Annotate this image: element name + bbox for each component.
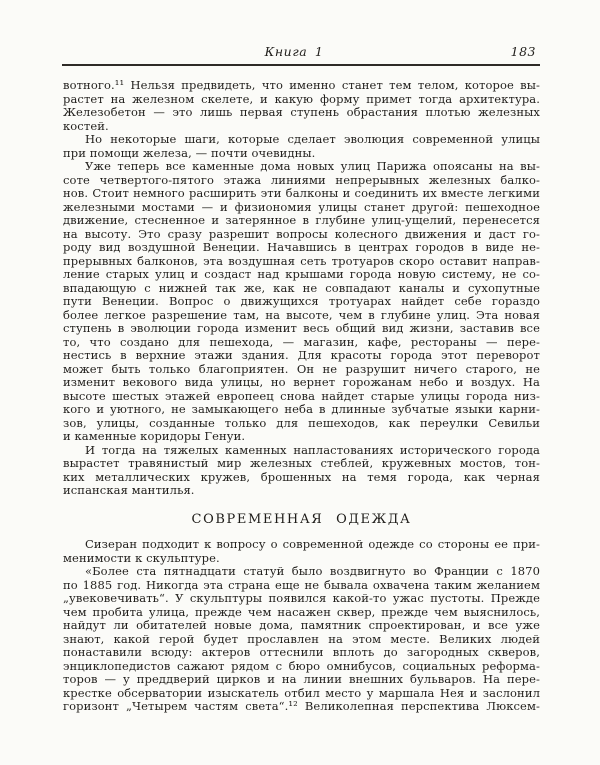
text-line: ких металлических кружев, брошенных на темя города, как черная xyxy=(63,469,540,484)
text-line: костей. xyxy=(63,118,109,133)
text-line: железными мостами — и физиономия улицы станет другой: пешеходное xyxy=(63,199,540,214)
text-line: торов — у преддверий цирков и на линии внешних бульваров. На пере- xyxy=(63,672,540,686)
text-line: Сизеран подходит к вопросу о современной одежде со стороны ее при- xyxy=(85,537,540,551)
page-header xyxy=(62,44,540,60)
text-line: Уже теперь все каменные дома новых улиц Парижа опоясаны на вы- xyxy=(85,159,540,173)
page-body xyxy=(63,79,540,714)
text-line: Но некоторые шаги, которые сделает эволюция современной улицы xyxy=(85,132,540,146)
text-line: высоте шестых этажей европеец снова найдет старые улицы города низ- xyxy=(63,388,540,403)
text-line: растет на железном скелете, и какую форму примет тогда архитектура. xyxy=(63,91,540,106)
text-line: может быть только благоприятен. Он не разрушит ничего старого, не xyxy=(63,361,540,376)
text-line: соте четвертого-пятого этажа линиями непрерывных железных балко- xyxy=(63,172,540,187)
paragraph xyxy=(63,79,540,133)
text-line: менимости к скульптуре. xyxy=(63,550,220,565)
text-line: ступень в эволюции города изменит весь общий вид жизни, заставив все xyxy=(63,321,540,335)
text-line: вотного.¹¹ Нельзя предвидеть, что именно станет тем телом, которое вы- xyxy=(63,78,540,92)
text-line: впадающую с нижней так же, как не совпадают каналы и сухопутные xyxy=(63,280,540,295)
text-line: пути Венеции. Вопрос о движущихся тротуарах найдет себе гораздо xyxy=(63,294,540,308)
text-line: роду вид воздушной Венеции. Начавшись в центрах городов в виде не- xyxy=(63,240,540,254)
text-line: знают, какой герой будет прославлен на этом месте. Великих людей xyxy=(63,631,540,646)
paragraph xyxy=(63,133,540,160)
text-line: крестке обсерватории изыскатель отбил место у маршала Нея и заслонил xyxy=(63,685,540,700)
page-number: 183 xyxy=(510,44,536,59)
text-line: на высоту. Это сразу разрешит вопросы колесного движения и даст го- xyxy=(63,226,540,241)
text-line: движение, стесненное и затерянное в глубине улиц-ущелий, перенесется xyxy=(63,213,540,227)
text-line: И тогда на тяжелых каменных напластованиях исторического города xyxy=(85,442,540,457)
text-line: кого и уютного, не замыкающего неба в длинные зубчатые языки карни- xyxy=(63,402,540,416)
text-line: по 1885 год. Никогда эта страна еще не бывала охвачена таким желанием xyxy=(63,577,540,592)
text-line: нестись в верхние этажи здания. Для красоты города этот переворот xyxy=(63,348,540,362)
text-line: найдут ли обитателей новые дома, памятник спроектирован, и все уже xyxy=(63,618,540,632)
text-line: нов. Стоит немного расширить эти балконы и соединить их вместе легкими xyxy=(63,186,540,200)
text-line: зов, улицы, созданные только для пешеходов, как переулки Севильи xyxy=(63,415,540,430)
running-title: Книга 1 xyxy=(264,44,324,59)
text-line: при помощи железа, — почти очевидны. xyxy=(63,145,316,160)
text-line: то, что создано для пешехода, — магазин, кафе, рестораны — пере- xyxy=(63,334,540,349)
text-line: изменит векового вида улицы, но вернет горожанам небо и воздух. На xyxy=(63,375,540,389)
text-line: „увековечивать“. У скульптуры появился какой-то ужас пустоты. Прежде xyxy=(63,591,540,605)
text-line: чем пробита улица, прежде чем насажен сквер, прежде чем выяснилось, xyxy=(63,604,540,619)
section-heading: СОВРЕМЕННАЯ ОДЕЖДА xyxy=(191,511,412,527)
text-line: испанская мантилья. xyxy=(63,483,195,497)
paragraph xyxy=(63,444,540,498)
paragraph xyxy=(63,160,540,444)
text-line: горизонт „Четырем частям света“.¹² Великолепная перспектива Люксем- xyxy=(63,699,540,713)
paragraph xyxy=(63,565,540,714)
text-line: вырастет травянистый мир железных стеблей, кружевных мостов, тон- xyxy=(63,456,540,470)
text-line: Железобетон — это лишь первая ступень обрастания плотью железных xyxy=(63,105,540,119)
header-rule xyxy=(62,64,540,66)
text-line: ление старых улиц и создаст над крышами города новую систему, не со- xyxy=(63,267,540,281)
text-line: и каменные коридоры Генуи. xyxy=(63,429,246,443)
text-line: понаставили всюду: актеров оттеснили вплоть до загородных скверов, xyxy=(63,645,540,659)
paragraph xyxy=(63,538,540,565)
text-line: энциклопедистов сажают рядом с бюро омнибусов, социальных реформа- xyxy=(63,658,540,673)
text-line: прерывных балконов, эта воздушная сеть тротуаров скоро оставит направ- xyxy=(63,253,540,268)
text-line: «Более ста пятнадцати статуй было воздвигнуто во Франции с 1870 xyxy=(85,564,540,578)
text-line: более легкое разрешение там, на высоте, чем в глубине улиц. Эта новая xyxy=(63,307,540,322)
